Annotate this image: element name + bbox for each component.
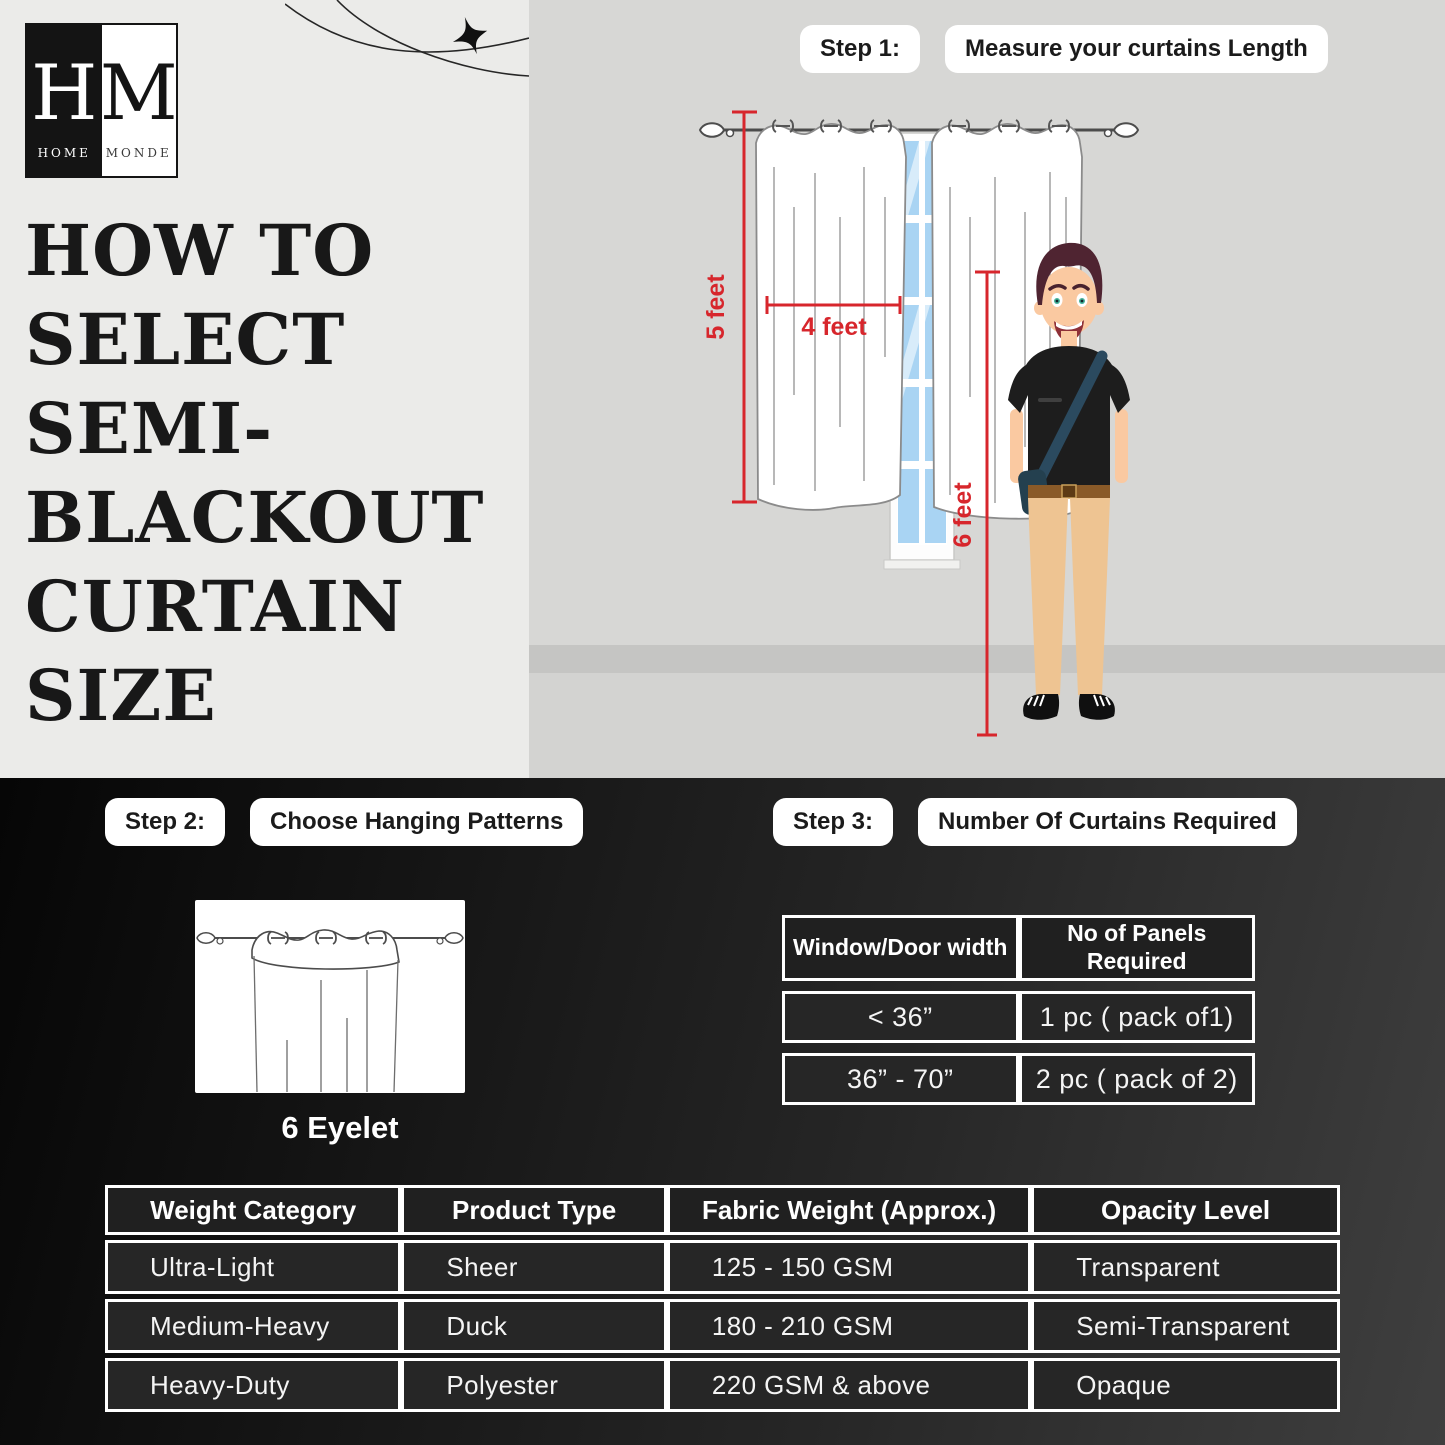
paper-plane-icon [285, 0, 529, 80]
fabric-table-cell: Semi-Transparent [1031, 1299, 1340, 1353]
right-panel [529, 0, 1445, 778]
page-title [25, 206, 525, 740]
fabric-table-cell: 125 - 150 GSM [667, 1240, 1031, 1294]
step2-badge: Step 2: [105, 798, 225, 846]
eyelet-pattern-image [195, 900, 465, 1093]
title-line: HOW TO [25, 209, 375, 292]
fabric-table-header: Weight Category [105, 1185, 401, 1235]
fabric-table-cell: 180 - 210 GSM [667, 1299, 1031, 1353]
fabric-table-cell: Transparent [1031, 1240, 1340, 1294]
panels-table-header: Window/Door width [782, 915, 1019, 981]
fabric-table-header: Fabric Weight (Approx.) [667, 1185, 1031, 1235]
brand-logo [25, 23, 178, 178]
measurement-5feet-label: 5 feet [702, 274, 730, 340]
title-line: CURTAIN [25, 565, 406, 648]
fabric-table-cell: Sheer [401, 1240, 667, 1294]
fabric-table-header: Product Type [401, 1185, 667, 1235]
step1-header [800, 25, 1328, 73]
title-line: SELECT [25, 298, 346, 381]
fabric-table-cell: Opaque [1031, 1358, 1340, 1412]
title-line: BLACKOUT [25, 476, 485, 559]
fabric-table-header: Opacity Level [1031, 1185, 1340, 1235]
title-line: SIZE [25, 654, 217, 737]
panels-required-table [782, 915, 1255, 1105]
fabric-table-cell: Medium-Heavy [105, 1299, 401, 1353]
left-panel [0, 0, 529, 778]
logo-word-monde: MONDE [105, 146, 172, 160]
title-line: SEMI- [25, 387, 274, 470]
fabric-table-cell: Duck [401, 1299, 667, 1353]
dark-section [0, 778, 1445, 1445]
fabric-table-cell: Heavy-Duty [105, 1358, 401, 1412]
panels-table-cell: 1 pc ( pack of1) [1019, 991, 1256, 1043]
panels-table-cell: 36” - 70” [782, 1053, 1019, 1105]
measurement-6feet-label: 6 feet [949, 482, 977, 548]
step2-header [105, 798, 583, 846]
eyelet-pattern-label: 6 Eyelet [281, 1110, 399, 1145]
step3-badge: Step 3: [773, 798, 893, 846]
step1-title: Measure your curtains Length [945, 25, 1328, 73]
logo-word-home: HOME [37, 146, 91, 160]
step1-badge: Step 1: [800, 25, 920, 73]
panels-table-header: No of Panels Required [1019, 915, 1256, 981]
logo-letter-m: M [99, 47, 178, 137]
fabric-table-cell: Polyester [401, 1358, 667, 1412]
fabric-table-cell: Ultra-Light [105, 1240, 401, 1294]
logo-letter-h: H [31, 47, 98, 137]
step3-header [773, 798, 1297, 846]
logo-left-half [27, 25, 102, 176]
measurement-4feet-label: 4 feet [801, 313, 867, 341]
panels-table-cell: 2 pc ( pack of 2) [1019, 1053, 1256, 1105]
curtain-illustration [694, 95, 1144, 755]
fabric-table-cell: 220 GSM & above [667, 1358, 1031, 1412]
eyelet-drawing [195, 900, 465, 1093]
logo-right-half [99, 25, 178, 176]
fabric-weight-table [105, 1185, 1340, 1412]
step3-title: Number Of Curtains Required [918, 798, 1297, 846]
panels-table-cell: < 36” [782, 991, 1019, 1043]
step2-title: Choose Hanging Patterns [250, 798, 583, 846]
